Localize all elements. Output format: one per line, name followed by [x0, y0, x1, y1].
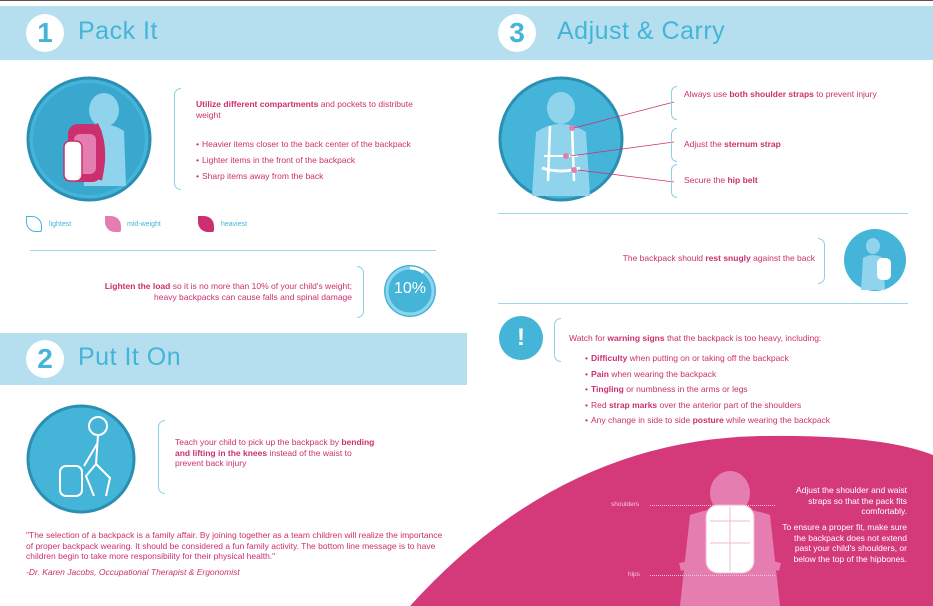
tip-shoulder-b: both shoulder straps: [729, 89, 814, 99]
legend-heaviest-label: heaviest: [221, 221, 248, 228]
warning-a: Watch for: [569, 333, 608, 343]
warning-icon: !: [517, 324, 525, 351]
warning-item-5-a: Any change in side to side: [590, 415, 693, 425]
compartments-intro-bold: Utilize different compartments: [196, 99, 319, 109]
lift-text-b: instead of the waist to prevent back injury: [175, 447, 352, 468]
lift-text-bold: bending and lifting in the knees: [175, 437, 375, 458]
lighten-load-bold: Lighten the load: [104, 281, 171, 291]
snug-a: The backpack should: [622, 253, 706, 263]
tip-shoulder-c: to prevent injury: [813, 89, 877, 99]
warning-item-4-b: strap marks: [608, 399, 658, 410]
section2-title: Put It On: [78, 343, 182, 371]
ten-percent-label: 10%: [393, 280, 427, 297]
hips-label: hips: [628, 571, 640, 578]
tip-shoulder-a: Always use: [684, 89, 730, 99]
legend-lightest-label: lightest: [49, 221, 72, 228]
warning-item-2-b: Pain: [590, 368, 609, 379]
warning-item-5-c: while wearing the backpack: [723, 415, 831, 425]
section3-title: Adjust & Carry: [557, 17, 726, 45]
fit-text-2: To ensure a proper fit, make sure the backpack does not extend past your child's shoulders, or below the top of the hipbones.: [782, 522, 907, 564]
tip-sternum-b: sternum strap: [724, 139, 781, 149]
snug-b: rest snugly: [705, 253, 751, 263]
tip-sternum-a: Adjust the: [684, 139, 725, 149]
tip-hip-b: hip belt: [727, 175, 758, 185]
section1-number: 1: [26, 14, 64, 52]
warning-item-3-b: Tingling: [590, 384, 624, 394]
family-quote: "The selection of a backpack is a family affair. By joining together as a team children will realize the importance of proper backpack wearing. It should be considered a fun family activity. The bottom line message is to have children begin to take more responsibility for their physical health.": [26, 530, 443, 561]
legend-midweight-label: mid-weight: [127, 221, 161, 228]
snug-c: against the back: [750, 253, 815, 263]
lift-text-a: Teach your child to pick up the backpack by: [175, 437, 342, 447]
pack-bullet-1: • Heavier items closer to the back center of the backpack: [196, 139, 456, 150]
warning-item-1-c: when putting on or taking off the backpack: [627, 353, 789, 363]
quote-attribution: -Dr. Karen Jacobs, Occupational Therapist & Ergonomist: [26, 567, 240, 577]
warning-item-2-c: when wearing the backpack: [608, 368, 717, 379]
tip-hip-a: Secure the: [684, 175, 728, 185]
section2-number: 2: [26, 340, 64, 378]
shoulders-guide-line: [650, 505, 775, 506]
warning-item-5-b: posture: [692, 415, 724, 425]
hips-guide-line: [650, 575, 775, 576]
warning-item-4-c: over the anterior part of the shoulders: [657, 399, 802, 410]
compartments-intro-rest: and pockets to distribute weight: [196, 99, 413, 120]
warning-item-4-a: Red: [590, 399, 609, 410]
section3-number: 3: [498, 14, 536, 52]
warning-item-3-c: or numbness in the arms or legs: [623, 384, 748, 394]
section1-title: Pack It: [78, 17, 158, 45]
fit-text-1: Adjust the shoulder and waist straps so that the pack fits comfortably.: [795, 485, 907, 516]
pack-bullet-2: • Lighter items in the front of the backpack: [196, 155, 456, 166]
warning-b: warning signs: [607, 333, 665, 343]
lighten-load-rest: so it is no more than 10% of your child's weight; heavy backpacks can cause falls and spinal damage: [154, 281, 352, 302]
pack-bullet-3: • Sharp items away from the back: [196, 171, 456, 182]
warning-c: that the backpack is too heavy, including:: [664, 333, 822, 343]
warning-item-1-b: Difficulty: [590, 353, 628, 363]
shoulders-label: shoulders: [611, 501, 640, 508]
